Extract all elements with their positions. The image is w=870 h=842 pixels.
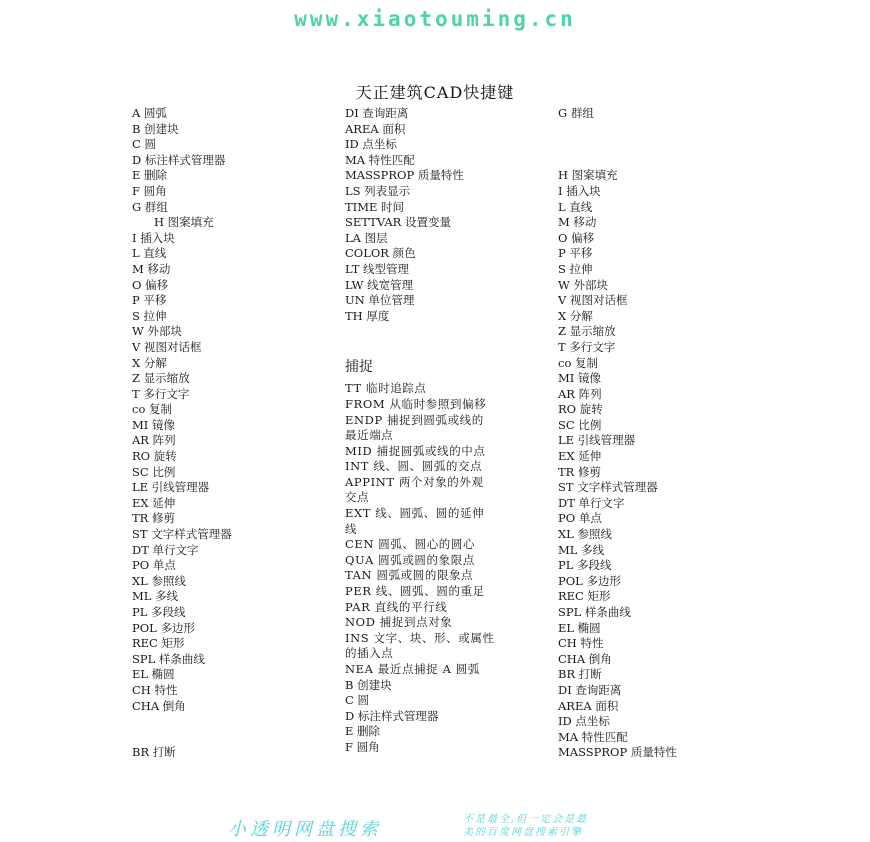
shortcut-item: P 平移 — [558, 246, 593, 261]
snap-item: QUA 圆弧或圆的象限点 — [345, 552, 475, 567]
shortcut-item: F 圆角 — [345, 739, 380, 754]
shortcut-item: ML 多线 — [132, 589, 179, 604]
shortcut-item: ID 点坐标 — [558, 714, 610, 729]
shortcut-item: MA 特性匹配 — [345, 152, 415, 167]
shortcut-item: C 圆 — [132, 137, 156, 152]
shortcut-item: TR 修剪 — [132, 511, 175, 526]
shortcut-item: SC 比例 — [558, 417, 602, 432]
shortcut-item: CH 特性 — [132, 682, 178, 697]
slogan-line-2: 美的百度网盘搜索引擎 — [463, 827, 583, 838]
spacer — [345, 324, 545, 355]
shortcut-item: DI 查询距离 — [558, 682, 622, 697]
shortcut-item: Z 显示缩放 — [558, 324, 616, 339]
shortcut-item: REC 矩形 — [132, 636, 185, 651]
shortcut-item: A 圆弧 — [132, 106, 167, 120]
snap-item: ENDP 捕捉到圆弧或线的 — [345, 412, 484, 427]
shortcut-item: BR 打断 — [558, 667, 602, 682]
spacer — [132, 714, 342, 745]
shortcut-item: E 删除 — [132, 168, 168, 183]
shortcut-item: MASSPROP 质量特性 — [345, 168, 464, 183]
site-watermark-brand: 小透明网盘搜索 — [228, 819, 382, 840]
shortcut-item: MASSPROP 质量特性 — [558, 745, 677, 760]
shortcut-item: E 删除 — [345, 724, 381, 739]
shortcut-item: MA 特性匹配 — [558, 729, 628, 744]
shortcut-item: P 平移 — [132, 293, 167, 308]
snap-item: PAR 直线的平行线 — [345, 599, 448, 614]
shortcut-column-2 — [345, 106, 545, 756]
shortcut-item: UN 单位管理 — [345, 293, 415, 308]
shortcut-item: S 拉伸 — [132, 308, 167, 323]
shortcut-item: CHA 倒角 — [132, 698, 186, 713]
snap-item: EXT 线、圆弧、圆的延伸 — [345, 506, 485, 521]
shortcut-item: POL 多边形 — [558, 573, 621, 588]
site-watermark-slogan — [463, 813, 588, 839]
site-watermark-url: www.xiaotouming.cn — [294, 7, 576, 31]
shortcut-item: XL 参照线 — [132, 573, 186, 588]
shortcut-item: D 标注样式管理器 — [132, 152, 226, 167]
snap-item: APPINT 两个对象的外观 — [345, 474, 484, 489]
shortcut-item: CH 特性 — [558, 636, 604, 651]
spacer — [558, 122, 768, 138]
shortcut-item: H 图案填充 — [558, 168, 618, 183]
shortcut-item: PL 多段线 — [558, 558, 612, 573]
shortcut-item: TR 修剪 — [558, 464, 601, 479]
shortcut-item: M 移动 — [132, 261, 171, 276]
shortcut-item: LW 线宽管理 — [345, 277, 414, 292]
shortcut-item: RO 旋转 — [558, 402, 603, 417]
shortcut-item: POL 多边形 — [132, 620, 195, 635]
shortcut-item: DT 单行文字 — [132, 542, 199, 557]
shortcut-item: SC 比例 — [132, 464, 176, 479]
section-heading-snap: 捕捉 — [345, 359, 373, 376]
document-title: 天正建筑CAD快捷键 — [355, 83, 515, 102]
snap-item: MID 捕捉圆弧或线的中点 — [345, 443, 486, 458]
shortcut-item: G 群组 — [132, 199, 168, 214]
shortcut-item: W 外部块 — [132, 324, 182, 339]
shortcut-item: COLOR 颜色 — [345, 246, 416, 261]
shortcut-item: PL 多段线 — [132, 605, 186, 619]
snap-item: FROM 从临时参照到偏移 — [345, 396, 487, 411]
shortcut-item: LA 图层 — [345, 230, 388, 245]
shortcut-item: LE 引线管理器 — [558, 433, 636, 448]
shortcut-item: REC 矩形 — [558, 589, 611, 604]
shortcut-item: D 标注样式管理器 — [345, 708, 439, 723]
snap-item: CEN 圆弧、圆心的圆心 — [345, 537, 476, 552]
snap-item: INT 线、圆、圆弧的交点 — [345, 459, 483, 474]
shortcut-item: AREA 面积 — [345, 121, 406, 136]
shortcut-item: RO 旋转 — [132, 449, 177, 464]
shortcut-item: L 直线 — [132, 246, 167, 261]
snap-item: INS 文字、块、形、或属性 — [345, 630, 495, 645]
shortcut-item: LE 引线管理器 — [132, 480, 210, 495]
snap-item: 的插入点 — [345, 646, 394, 661]
shortcut-item: LT 线型管理 — [345, 261, 410, 276]
shortcut-item: ST 文字样式管理器 — [558, 480, 658, 495]
shortcut-item: I 插入块 — [558, 183, 601, 198]
snap-item: TT 临时追踪点 — [345, 381, 427, 396]
shortcut-item: PO 单点 — [558, 511, 602, 526]
shortcut-item: XL 参照线 — [558, 527, 612, 542]
shortcut-item: co 复制 — [132, 402, 173, 417]
shortcut-item: CHA 倒角 — [558, 651, 612, 666]
shortcut-item: ST 文字样式管理器 — [132, 527, 232, 542]
shortcut-column-3 — [558, 106, 768, 761]
shortcut-item: Z 显示缩放 — [132, 371, 190, 386]
shortcut-item: L 直线 — [558, 199, 593, 214]
shortcut-item: V 视图对话框 — [132, 339, 202, 354]
shortcut-item: MI 镜像 — [558, 371, 601, 386]
snap-item: PER 线、圆弧、圆的重足 — [345, 584, 485, 599]
shortcut-item: M 移动 — [558, 215, 597, 230]
shortcut-item: T 多行文字 — [132, 386, 190, 401]
slogan-line-1: 不是最全,但一定会是最 — [463, 814, 589, 825]
shortcut-item: TH 厚度 — [345, 308, 390, 323]
shortcut-item: I 插入块 — [132, 230, 175, 245]
shortcut-item: G 群组 — [558, 106, 594, 120]
snap-item: 最近端点 — [345, 428, 394, 443]
shortcut-item: SETTVAR 设置变量 — [345, 215, 451, 230]
shortcut-item: AR 阵列 — [558, 386, 602, 401]
shortcut-item: AR 阵列 — [132, 433, 176, 448]
shortcut-item: AREA 面积 — [558, 698, 619, 713]
shortcut-item: F 圆角 — [132, 183, 167, 198]
shortcut-item: H 图案填充 — [154, 215, 214, 230]
shortcut-item: W 外部块 — [558, 277, 608, 292]
shortcut-item: EL 椭圆 — [558, 620, 601, 635]
shortcut-item: EX 延伸 — [132, 495, 176, 510]
spacer — [558, 153, 768, 169]
shortcut-item: C 圆 — [345, 693, 369, 708]
shortcut-item: ID 点坐标 — [345, 137, 397, 152]
shortcut-item: S 拉伸 — [558, 261, 593, 276]
snap-item: 交点 — [345, 490, 370, 505]
snap-item: NOD 捕捉到点对象 — [345, 615, 453, 630]
shortcut-item: O 偏移 — [558, 230, 595, 245]
snap-item: 线 — [345, 521, 358, 536]
shortcut-item: PO 单点 — [132, 558, 176, 573]
shortcut-item: O 偏移 — [132, 277, 169, 292]
shortcut-item: X 分解 — [132, 355, 167, 370]
shortcut-item: LS 列表显示 — [345, 183, 411, 198]
shortcut-item: TIME 时间 — [345, 199, 405, 214]
shortcut-item: X 分解 — [558, 308, 593, 323]
shortcut-item: DT 单行文字 — [558, 495, 625, 510]
shortcut-item: T 多行文字 — [558, 339, 616, 354]
shortcut-item: co 复制 — [558, 355, 599, 370]
shortcut-item: SPL 样条曲线 — [132, 651, 205, 666]
shortcut-item: DI 查询距离 — [345, 106, 409, 120]
shortcut-item: ML 多线 — [558, 542, 605, 557]
shortcut-item: B 创建块 — [345, 677, 392, 692]
shortcut-item: EL 椭圆 — [132, 667, 175, 682]
snap-item: TAN 圆弧或圆的限象点 — [345, 568, 474, 583]
shortcut-item: MI 镜像 — [132, 417, 175, 432]
shortcut-item: SPL 样条曲线 — [558, 605, 631, 619]
shortcut-item: EX 延伸 — [558, 449, 602, 464]
snap-item: NEA 最近点捕捉 A 圆弧 — [345, 662, 480, 676]
shortcut-item: B 创建块 — [132, 121, 179, 136]
shortcut-item: V 视图对话框 — [558, 293, 628, 308]
spacer — [558, 137, 768, 153]
shortcut-item: BR 打断 — [132, 745, 176, 760]
shortcut-column-1 — [132, 106, 342, 761]
